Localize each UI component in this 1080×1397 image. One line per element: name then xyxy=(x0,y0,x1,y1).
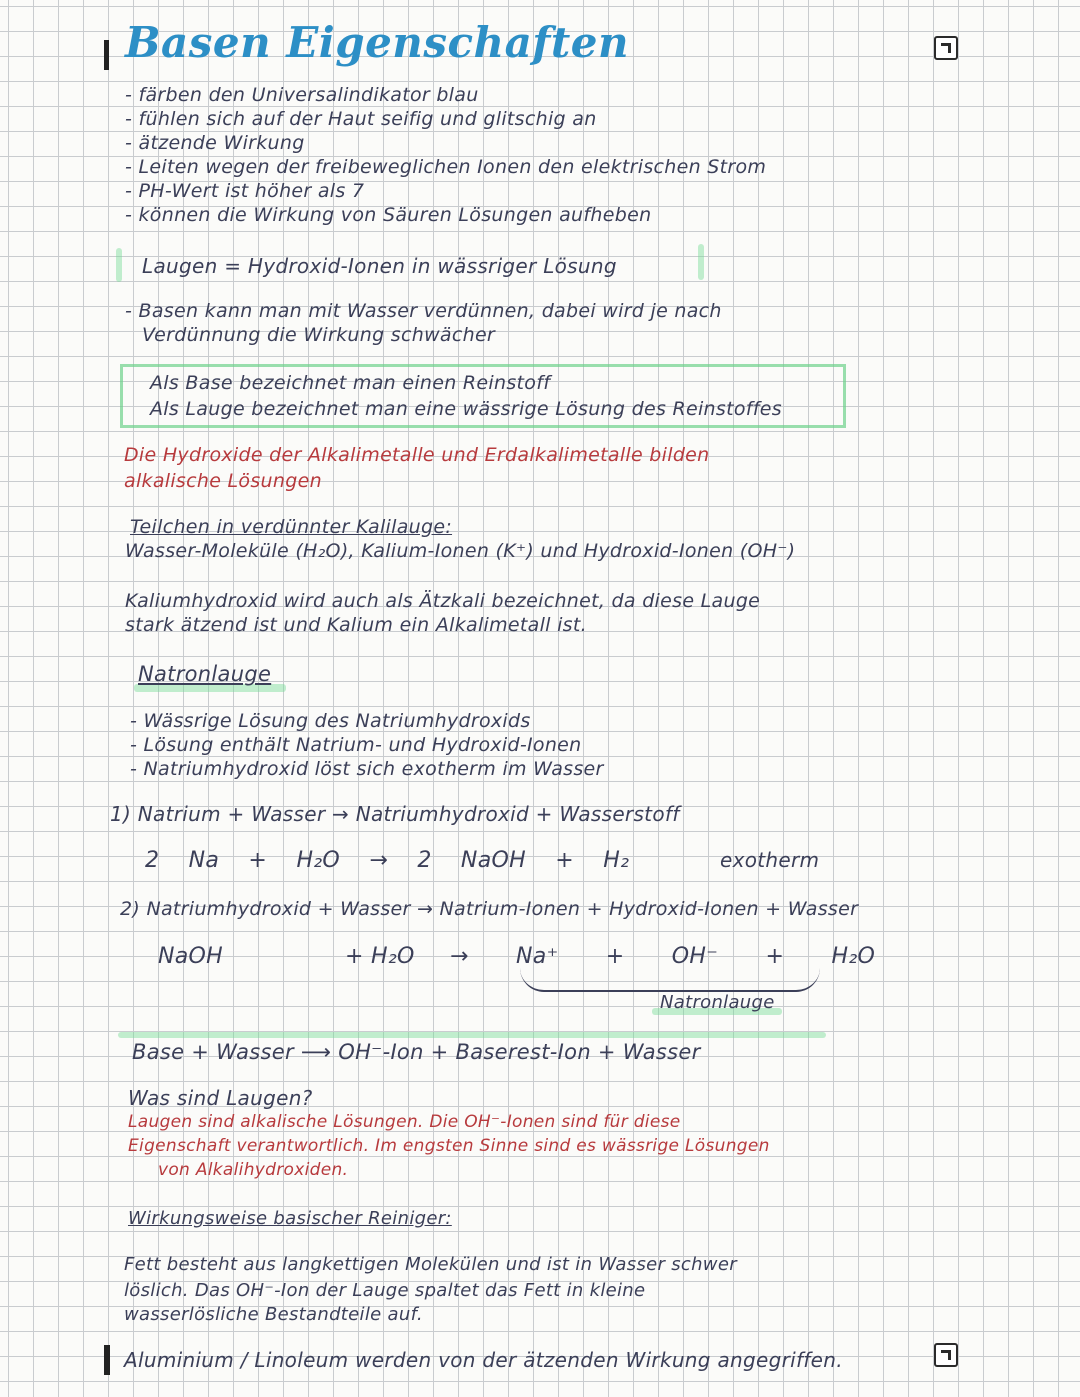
closing-line: Aluminium / Linoleum werden von der ätzenden Wirkung angegriffen. xyxy=(124,1348,843,1372)
cleaner-heading: Wirkungsweise basischer Reiniger: xyxy=(128,1208,452,1229)
reaction-2-words: 2) Natriumhydroxid + Wasser → Natrium-Ionen + Hydroxid-Ionen + Wasser xyxy=(120,898,859,920)
bookmark-icon-bottom xyxy=(934,1343,958,1367)
dilution-line: Verdünnung die Wirkung schwächer xyxy=(142,324,496,346)
base-water-equation: Base + Wasser ⟶ OH⁻-Ion + Baserest-Ion + Wasser xyxy=(132,1040,701,1064)
left-margin-mark-bottom xyxy=(104,1345,110,1375)
property-item: - können die Wirkung von Säuren Lösungen aufheben xyxy=(125,204,652,226)
reaction-1-words: 1) Natrium + Wasser → Natriumhydroxid + Wasserstoff xyxy=(110,802,680,826)
brace-label: Natronlauge xyxy=(660,992,775,1013)
property-item: - fühlen sich auf der Haut seifig und glitschig an xyxy=(125,108,597,130)
natronlauge-point: - Wässrige Lösung des Natriumhydroxids xyxy=(130,710,531,732)
reaction-2-formula-right: → Na⁺ + OH⁻ + H₂O xyxy=(450,944,876,969)
reaction-1-note: exotherm xyxy=(720,848,820,872)
highlight-laugen xyxy=(116,248,122,282)
cleaner-line: Fett besteht aus langkettigen Molekülen und ist in Wasser schwer xyxy=(124,1254,737,1275)
reaction-2-formula-left: NaOH xyxy=(158,944,223,969)
page-title: Basen Eigenschaften xyxy=(125,18,630,67)
highlight-base-water xyxy=(118,1032,826,1038)
highlight-laugen-right xyxy=(698,244,704,280)
hydroxide-note: alkalische Lösungen xyxy=(124,470,322,492)
property-item: - ätzende Wirkung xyxy=(125,132,305,154)
definition-line: Als Base bezeichnet man einen Reinstoff xyxy=(150,372,551,394)
laugen-definition: Laugen = Hydroxid-Ionen in wässriger Lösung xyxy=(142,254,617,278)
answer-line: Laugen sind alkalische Lösungen. Die OH⁻-Ionen sind für diese xyxy=(128,1112,681,1132)
bookmark-icon xyxy=(934,36,958,60)
question-heading: Was sind Laugen? xyxy=(128,1086,313,1110)
brace-natronlauge xyxy=(520,968,820,992)
kalilauge-note: stark ätzend ist und Kalium ein Alkalimetall ist. xyxy=(125,614,587,636)
kalilauge-heading: Teilchen in verdünnter Kalilauge: xyxy=(130,516,453,538)
property-item: - färben den Universalindikator blau xyxy=(125,84,479,106)
cleaner-line: wasserlösliche Bestandteile auf. xyxy=(124,1304,423,1325)
kalilauge-note: Kaliumhydroxid wird auch als Ätzkali bezeichnet, da diese Lauge xyxy=(125,590,761,612)
reaction-2-formula-mid: + H₂O xyxy=(345,944,415,969)
answer-line: Eigenschaft verantwortlich. Im engsten Sinne sind es wässrige Lösungen xyxy=(128,1136,770,1156)
kalilauge-particles: Wasser-Moleküle (H₂O), Kalium-Ionen (K⁺) und Hydroxid-Ionen (OH⁻) xyxy=(125,540,796,562)
definition-line: Als Lauge bezeichnet man eine wässrige Lösung des Reinstoffes xyxy=(150,398,782,420)
property-item: - Leiten wegen der freibeweglichen Ionen den elektrischen Strom xyxy=(125,156,767,178)
left-margin-mark xyxy=(104,40,109,70)
natronlauge-point: - Lösung enthält Natrium- und Hydroxid-Ionen xyxy=(130,734,582,756)
answer-line: von Alkalihydroxiden. xyxy=(158,1160,349,1180)
reaction-1-formula: 2 Na + H₂O → 2 NaOH + H₂ xyxy=(145,848,630,873)
natronlauge-point: - Natriumhydroxid löst sich exotherm im Wasser xyxy=(130,758,604,780)
natronlauge-heading: Natronlauge xyxy=(138,662,272,686)
cleaner-line: löslich. Das OH⁻-Ion der Lauge spaltet das Fett in kleine xyxy=(124,1280,646,1301)
property-item: - PH-Wert ist höher als 7 xyxy=(125,180,365,202)
hydroxide-note: Die Hydroxide der Alkalimetalle und Erdalkalimetalle bilden xyxy=(124,444,710,466)
dilution-line: - Basen kann man mit Wasser verdünnen, dabei wird je nach xyxy=(125,300,722,322)
